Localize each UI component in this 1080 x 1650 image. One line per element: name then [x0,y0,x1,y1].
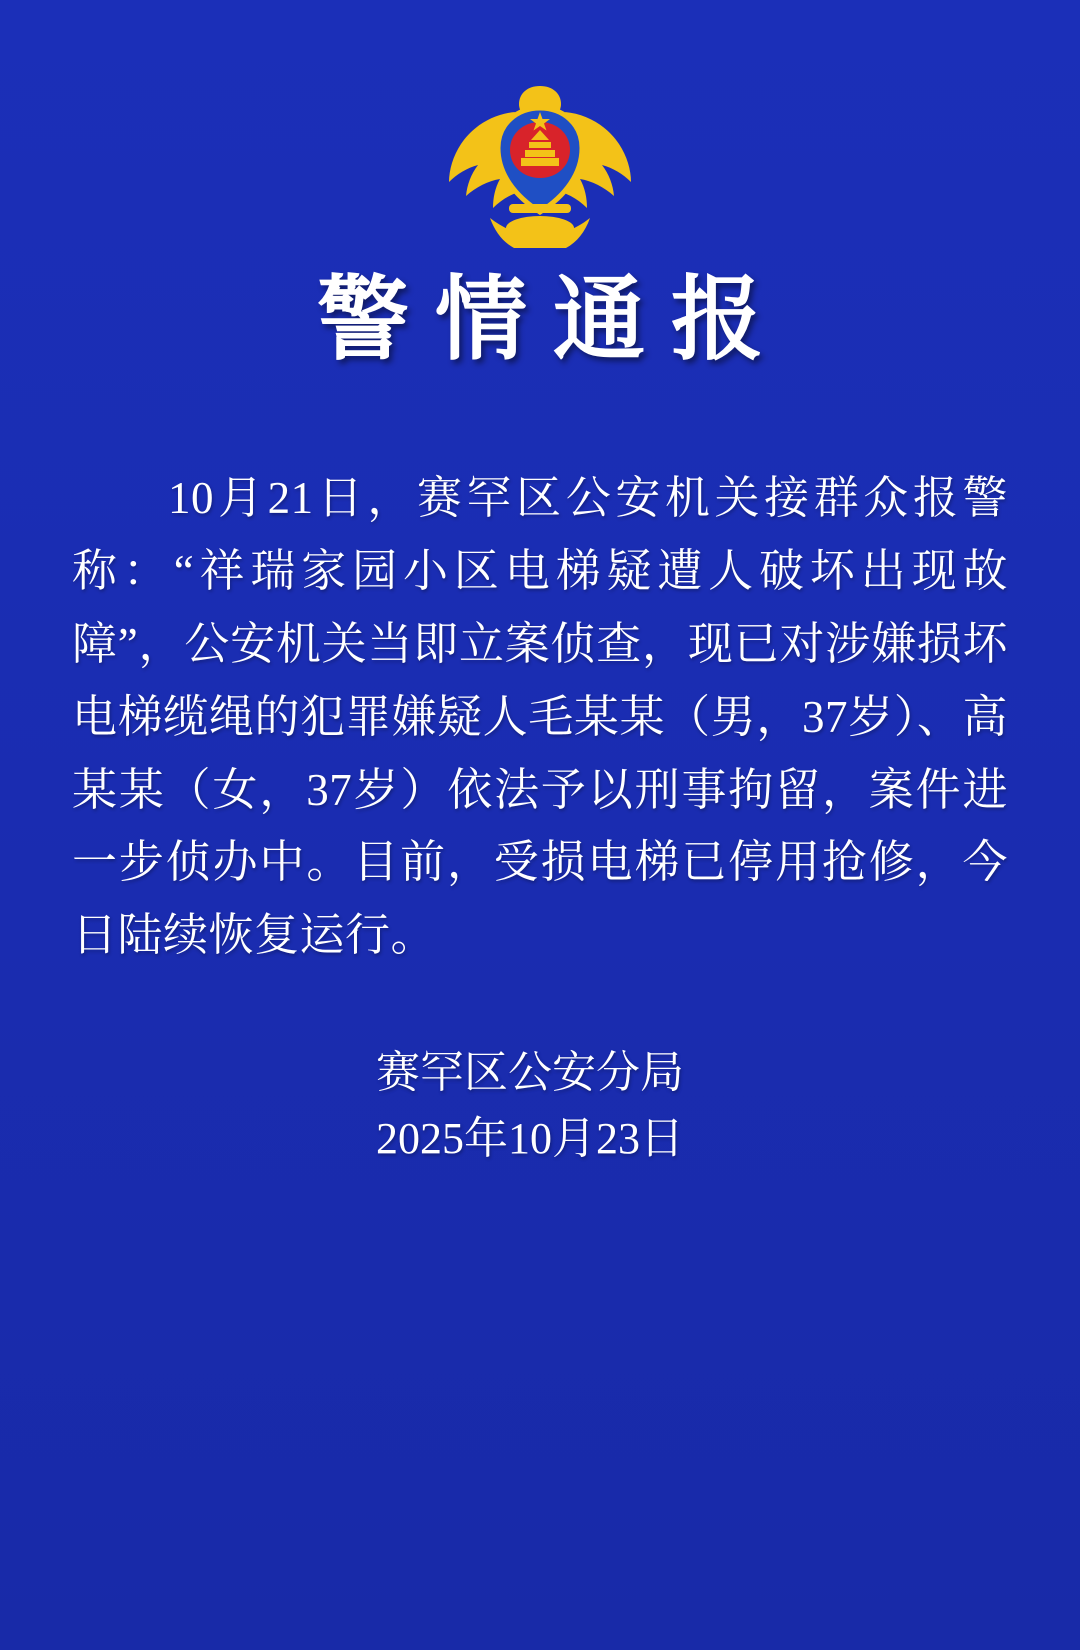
signature-issuer: 赛罕区公安分局 [376,1048,684,1097]
emblem-container [0,78,1080,253]
page-title: 警情通报 [316,269,789,371]
china-police-badge-icon [435,78,645,253]
signature-block [0,1040,1080,1172]
notice-body-text: 10月21日，赛罕区公安机关接群众报警称：“祥瑞家园小区电梯疑遭人破坏出现故障”，公安机关当即立案侦查，现已对涉嫌损坏电梯缆绳的犯罪嫌疑人毛某某（男，37岁）、高某某（女，37岁）依法予以刑事拘留，案件进一步侦办中。目前，受损电梯已停用抢修，今日陆续恢复运行。 [72,473,1008,961]
signature-date: 2025年10月23日 [376,1114,684,1163]
